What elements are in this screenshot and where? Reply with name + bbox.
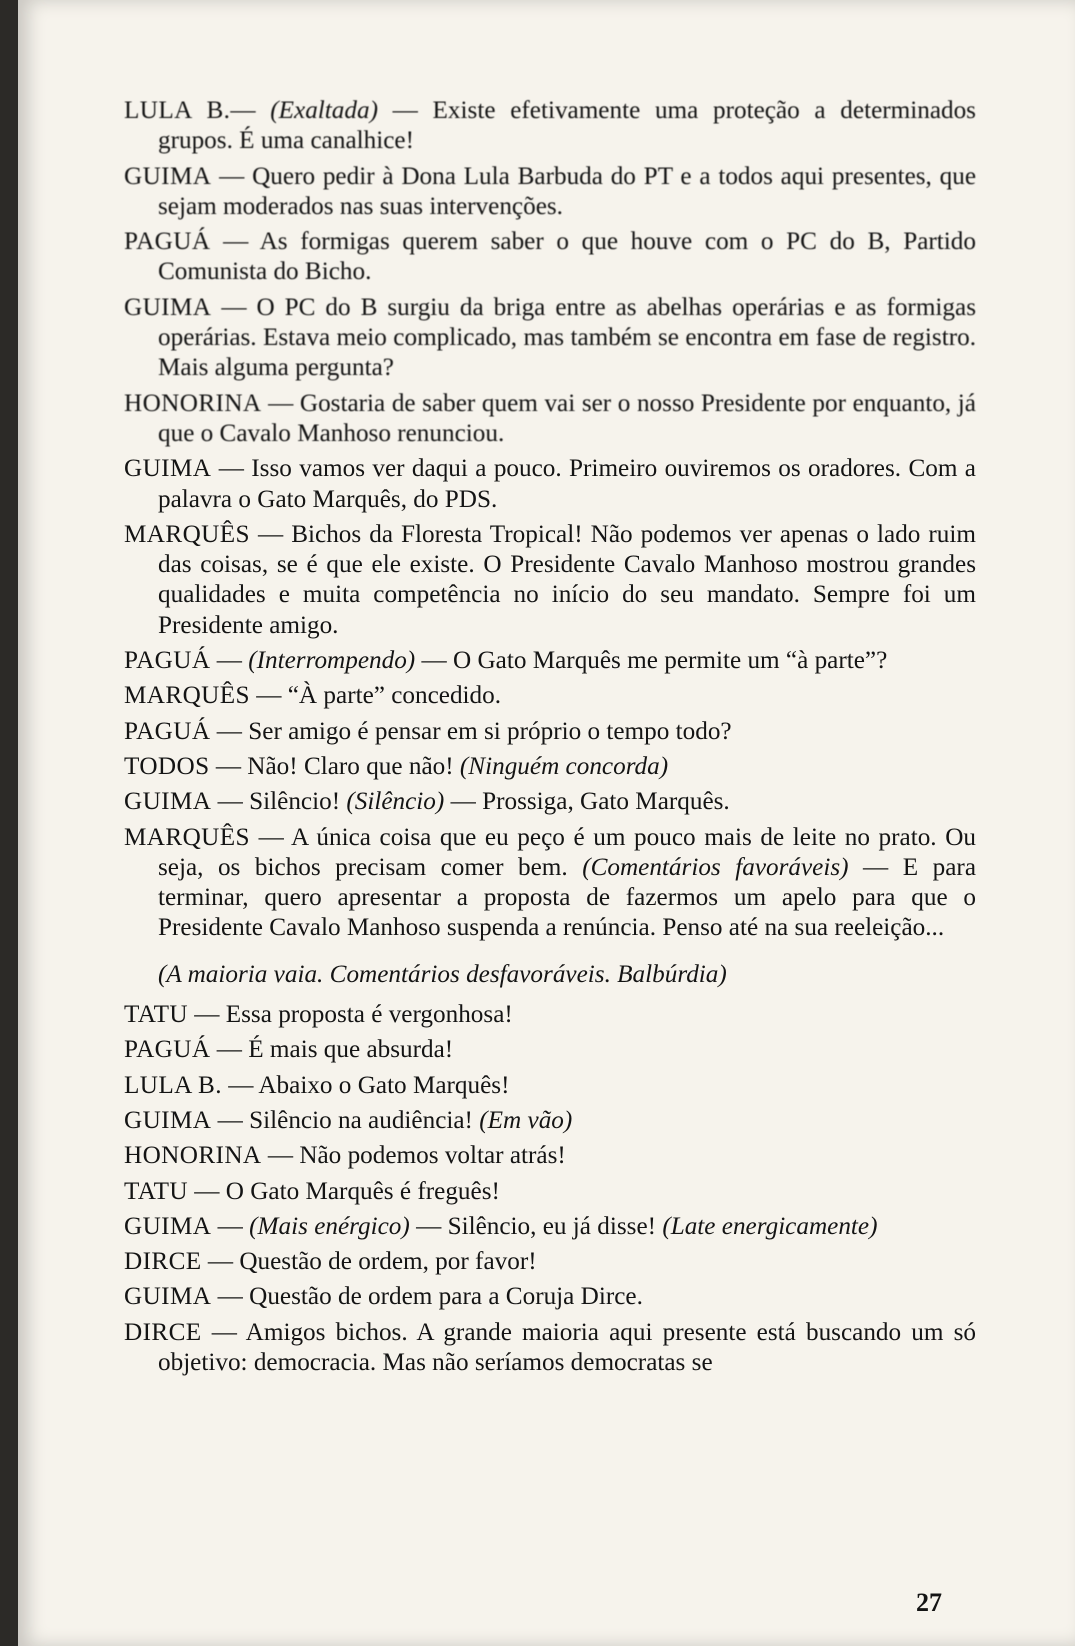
- speaker-name: GUIMA: [124, 293, 212, 321]
- speech-text: — O PC do B surgiu da briga entre as abelhas operárias e as formigas operárias. Estava meio complicado, mas também se encontra em fase de registro. Mais alguma pergunta?: [158, 293, 976, 382]
- speaker-name: TATU: [124, 1001, 188, 1029]
- dialogue-line: [124, 1141, 976, 1171]
- speaker-name: GUIMA: [124, 162, 212, 190]
- dialogue-line: [124, 681, 976, 711]
- dialogue-line: [124, 96, 976, 157]
- speaker-name: MARQUÊS: [124, 520, 250, 548]
- stage-direction-inline: (Interrompendo): [248, 647, 416, 675]
- dialogue-line: [124, 1106, 976, 1136]
- dialogue-line: [124, 752, 976, 782]
- speech-text: — Silêncio, eu já disse!: [409, 1212, 663, 1240]
- speaker-name: DIRCE: [124, 1248, 202, 1276]
- dialogue-line: [124, 1177, 976, 1207]
- speech-text: — Essa proposta é vergonhosa!: [187, 1001, 513, 1029]
- speaker-name: HONORINA: [124, 389, 262, 417]
- stage-direction-inline: (Comentários favoráveis): [582, 853, 849, 881]
- speaker-name: TATU: [124, 1177, 188, 1205]
- dialogue-line: [124, 717, 976, 747]
- speech-text: — Gostaria de saber quem vai ser o nosso Presidente por enquanto, já que o Cavalo Manhoso renunciou.: [158, 389, 976, 447]
- stage-direction: (A maioria vaia. Comentários desfavoráveis. Balbúrdia): [158, 960, 727, 988]
- speaker-name: HONORINA: [124, 1142, 262, 1170]
- speech-text: — O Gato Marquês me permite um “à parte”?: [415, 647, 888, 675]
- speech-text: — Quero pedir à Dona Lula Barbuda do PT e a todos aqui presentes, que sejam moderados nas suas intervenções.: [158, 162, 976, 220]
- speaker-name: GUIMA: [124, 455, 212, 483]
- dialogue-line: [124, 787, 976, 817]
- dialogue-line: [124, 227, 976, 288]
- dialogue-line: [124, 1247, 976, 1277]
- speech-text: — Não! Claro que não!: [209, 752, 460, 780]
- dialogue-line: [124, 162, 976, 223]
- speech-text: —: [230, 97, 271, 124]
- stage-direction-inline: (Mais enérgico): [249, 1212, 410, 1240]
- speech-text: —: [210, 647, 249, 675]
- speech-text: — Amigos bichos. A grande maioria aqui presente está buscando um só objetivo: democracia. Mas não seríamos democratas se: [158, 1318, 976, 1376]
- speaker-name: MARQUÊS: [124, 682, 250, 710]
- speech-text: — O Gato Marquês é freguês!: [187, 1177, 500, 1205]
- speaker-name: GUIMA: [124, 1212, 212, 1240]
- stage-direction-inline: (Exaltada): [270, 97, 378, 124]
- stage-direction-inline: (Late energicamente): [662, 1212, 878, 1240]
- dialogue-line: [124, 293, 976, 384]
- speaker-name: LULA B.: [124, 97, 231, 124]
- dialogue-text: [124, 96, 976, 1383]
- dialogue-line: [124, 1000, 976, 1030]
- dialogue-line: [124, 454, 976, 515]
- speaker-name: MARQUÊS: [124, 823, 250, 851]
- speaker-name: LULA B.: [124, 1071, 222, 1099]
- speech-text: — E para terminar, quero apresentar a proposta de fazermos um apelo para que o Presidente Cavalo Manhoso suspenda a renúncia. Penso até na sua reeleição...: [158, 853, 976, 942]
- speech-text: — Silêncio na audiência!: [211, 1106, 480, 1134]
- page-number: 27: [916, 1588, 942, 1617]
- speech-text: — “À parte” concedido.: [249, 682, 502, 710]
- dialogue-line: [124, 1071, 976, 1101]
- speaker-name: GUIMA: [124, 1283, 212, 1311]
- stage-direction-inline: (Em vão): [479, 1106, 573, 1134]
- speech-text: — As formigas querem saber o que houve com o PC do B, Partido Comunista do Bicho.: [158, 228, 976, 286]
- dialogue-line: [124, 389, 976, 450]
- dialogue-line: [124, 1282, 976, 1312]
- speaker-name: PAGUÁ: [124, 228, 211, 256]
- speech-text: — Existe efetivamente uma proteção a determinados grupos. É uma canalhice!: [158, 97, 976, 155]
- speaker-name: DIRCE: [124, 1318, 202, 1346]
- speech-text: —: [211, 1212, 250, 1240]
- speaker-name: GUIMA: [124, 1106, 212, 1134]
- dialogue-line: [124, 1318, 976, 1379]
- speech-text: — Isso vamos ver daqui a pouco. Primeiro ouviremos os oradores. Com a palavra o Gato Marquês, do PDS.: [158, 455, 976, 513]
- dialogue-line: [124, 646, 976, 676]
- stage-direction-inline: (Silêncio): [346, 788, 445, 816]
- speech-text: — Ser amigo é pensar em si próprio o tempo todo?: [210, 717, 732, 745]
- dialogue-line: [124, 1035, 976, 1065]
- speech-text: — Questão de ordem, por favor!: [201, 1248, 537, 1276]
- stage-direction-inline: (Ninguém concorda): [459, 752, 669, 780]
- speaker-name: PAGUÁ: [124, 1036, 211, 1064]
- speech-text: — Abaixo o Gato Marquês!: [221, 1071, 510, 1099]
- speaker-name: PAGUÁ: [124, 647, 211, 675]
- speaker-name: GUIMA: [124, 788, 212, 816]
- speech-text: — A única coisa que eu peço é um pouco mais de leite no prato. Ou seja, os bichos precisam comer bem.: [158, 823, 976, 881]
- dialogue-line: [124, 520, 976, 641]
- speech-text: — Não podemos voltar atrás!: [261, 1142, 566, 1170]
- book-page: [18, 0, 1075, 1646]
- speech-text: — Prossiga, Gato Marquês.: [444, 788, 730, 816]
- speaker-name: TODOS: [124, 752, 210, 780]
- speech-text: — Questão de ordem para a Coruja Dirce.: [211, 1283, 643, 1311]
- dialogue-line: [124, 1212, 976, 1242]
- speech-text: — É mais que absurda!: [210, 1036, 454, 1064]
- speaker-name: PAGUÁ: [124, 717, 211, 745]
- dialogue-line: [124, 823, 976, 944]
- speech-text: — Silêncio!: [211, 788, 347, 816]
- speech-text: — Bichos da Floresta Tropical! Não podemos ver apenas o lado ruim das coisas, se é que ele existe. O Presidente Cavalo Manhoso mostrou grandes qualidades e muita competência no início do seu mandato. Sempre foi um Presidente amigo.: [158, 520, 976, 639]
